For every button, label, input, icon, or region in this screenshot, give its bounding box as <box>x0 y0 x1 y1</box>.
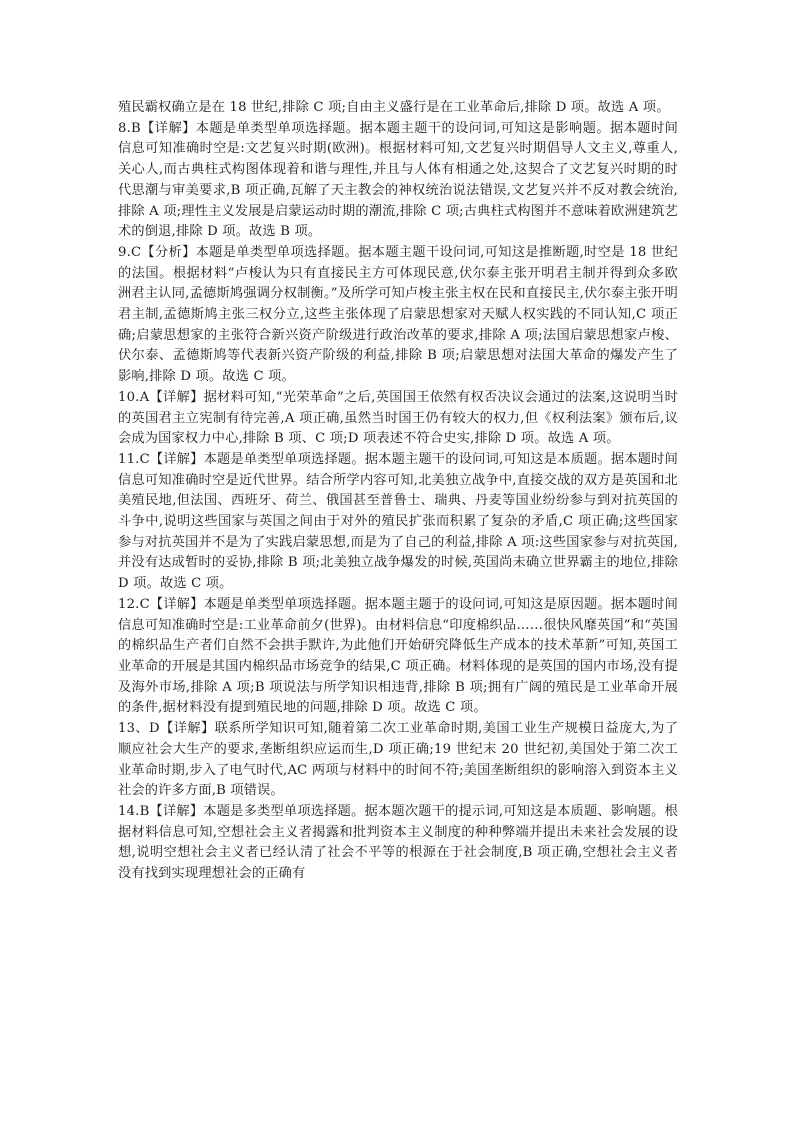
answer-paragraph-8: 8.B【详解】本题是单类型单项选择题。据本题主题干的设问词,可知这是影响题。据本题时间信息可知准确时空是:文艺复兴时期(欧洲)。根据材料可知,文艺复兴时期倡导人文主义,尊重人,关心人,而古典柱式构图体现着和谐与理性,并且与人体有相通之处,这契合了文艺复兴时期的时代思潮与审美要求,B 项正确,瓦解了天主教会的神权统治说法错误,文艺复兴并不反对教会统治,排除 A 项;理性主义发展是启蒙运动时期的潮流,排除 C 项;古典柱式构图并不意味着欧洲建筑艺术的倒退,排除 D 项。故选 B 项。 <box>118 120 678 240</box>
answer-paragraph-9: 9.C【分析】本题是单类型单项选择题。据本题主题干设问词,可知这是推断题,时空是 18 世纪的法国。根据材料“卢梭认为只有直接民主方可体现民意,伏尔泰主张开明君主制并得到众多欧洲君主认同,孟德斯鸠强调分权制衡。”及所学可知卢梭主张主权在民和直接民主,伏尔泰主张开明君主制,孟德斯鸠主张三权分立,这些主张体现了启蒙思想家对天赋人权实践的不同认知,C 项正确;启蒙思想家的主张符合新兴资产阶级进行政治改革的要求,排除 A 项;法国启蒙思想家卢梭、伏尔泰、孟德斯鸠等代表新兴资产阶级的利益,排除 B 项;启蒙思想对法国大革命的爆发产生了影响,排除 D 项。故选 C 项。 <box>118 244 678 385</box>
answer-paragraph-14: 14.B【详解】本题是多类型单项选择题。据本题次题干的提示词,可知这是本质题、影响题。根据材料信息可知,空想社会主义者揭露和批判资本主义制度的种种弊端并提出未来社会发展的设想,说明空想社会主义者已经认清了社会不平等的根源在于社会制度,B 项正确,空想社会主义者没有找到实现理想社会的正确有 <box>118 803 678 882</box>
answer-paragraph-7-end: 殖民霸权确立是在 18 世纪,排除 C 项;自由主义盛行是在工业革命后,排除 D 项。故选 A 项。 <box>118 100 670 115</box>
answer-paragraph-12: 12.C【详解】本题是单类型单项选择题。据本题主题于的设问词,可知这是原因题。据本题时间信息可知准确时空是:工业革命前夕(世界)。由材料信息“印度棉织品……很快风靡英国”和“英国的棉织品生产者们自然不会拱手默许,为此他们开始研究降低生产成本的技术革新”可知,英国工业革命的开展是其国内棉织品市场竞争的结果,C 项正确。材料体现的是英国的国内市场,没有提及海外市场,排除 A 项;B 项说法与所学知识相违背,排除 B 项;拥有广阔的殖民是工业革命开展的条件,据材料没有提到殖民地的问题,排除 D 项。故选 C 项。 <box>118 596 678 716</box>
answer-paragraph-13: 13、D【详解】联系所学知识可知,随着第二次工业革命时期,美国工业生产规模日益庞大,为了顺应社会大生产的要求,垄断组织应运而生,D 项正确;19 世纪末 20 世纪初,美国处于第二次工业革命时期,步入了电气时代,AC 两项与材料中的时间不符;美国垄断组织的影响溶入到资本主义社会的许多方面,B 项错误。 <box>118 721 678 799</box>
document-page <box>118 98 678 885</box>
answer-paragraph-11: 11.C【详解】本题是单类型单项选择题。据本题主题干的设问词,可知这是本质题。据本题时间信息可知准确时空是近代世界。结合所学内容可知,北美独立战争中,直接交战的双方是英国和北美殖民地,但法国、西班牙、荷兰、俄国甚至普鲁士、瑞典、丹麦等国业纷纷参与到对抗英国的斗争中,说明这些国家与英国之间由于对外的殖民扩张而积累了复杂的矛盾,C 项正确;这些国家参与对抗英国并不是为了实践启蒙思想,而是为了自己的利益,排除 A 项:这些国家参与对抗英国,并没有达成暂时的妥协,排除 B 项;北美独立战争爆发的时候,英国尚未确立世界霸主的地位,排除 D 项。故选 C 项。 <box>118 451 678 592</box>
answer-paragraph-10: 10.A【详解】据材料可知,“光荣革命”之后,英国国王依然有权否决议会通过的法案,这说明当时的英国君主立宪制有待完善,A 项正确,虽然当时国王仍有较大的权力,但《权利法案》颁布后,议会成为国家权力中心,排除 B 项、C 项;D 项表述不符合史实,排除 D 项。故选 A 项。 <box>118 389 678 447</box>
